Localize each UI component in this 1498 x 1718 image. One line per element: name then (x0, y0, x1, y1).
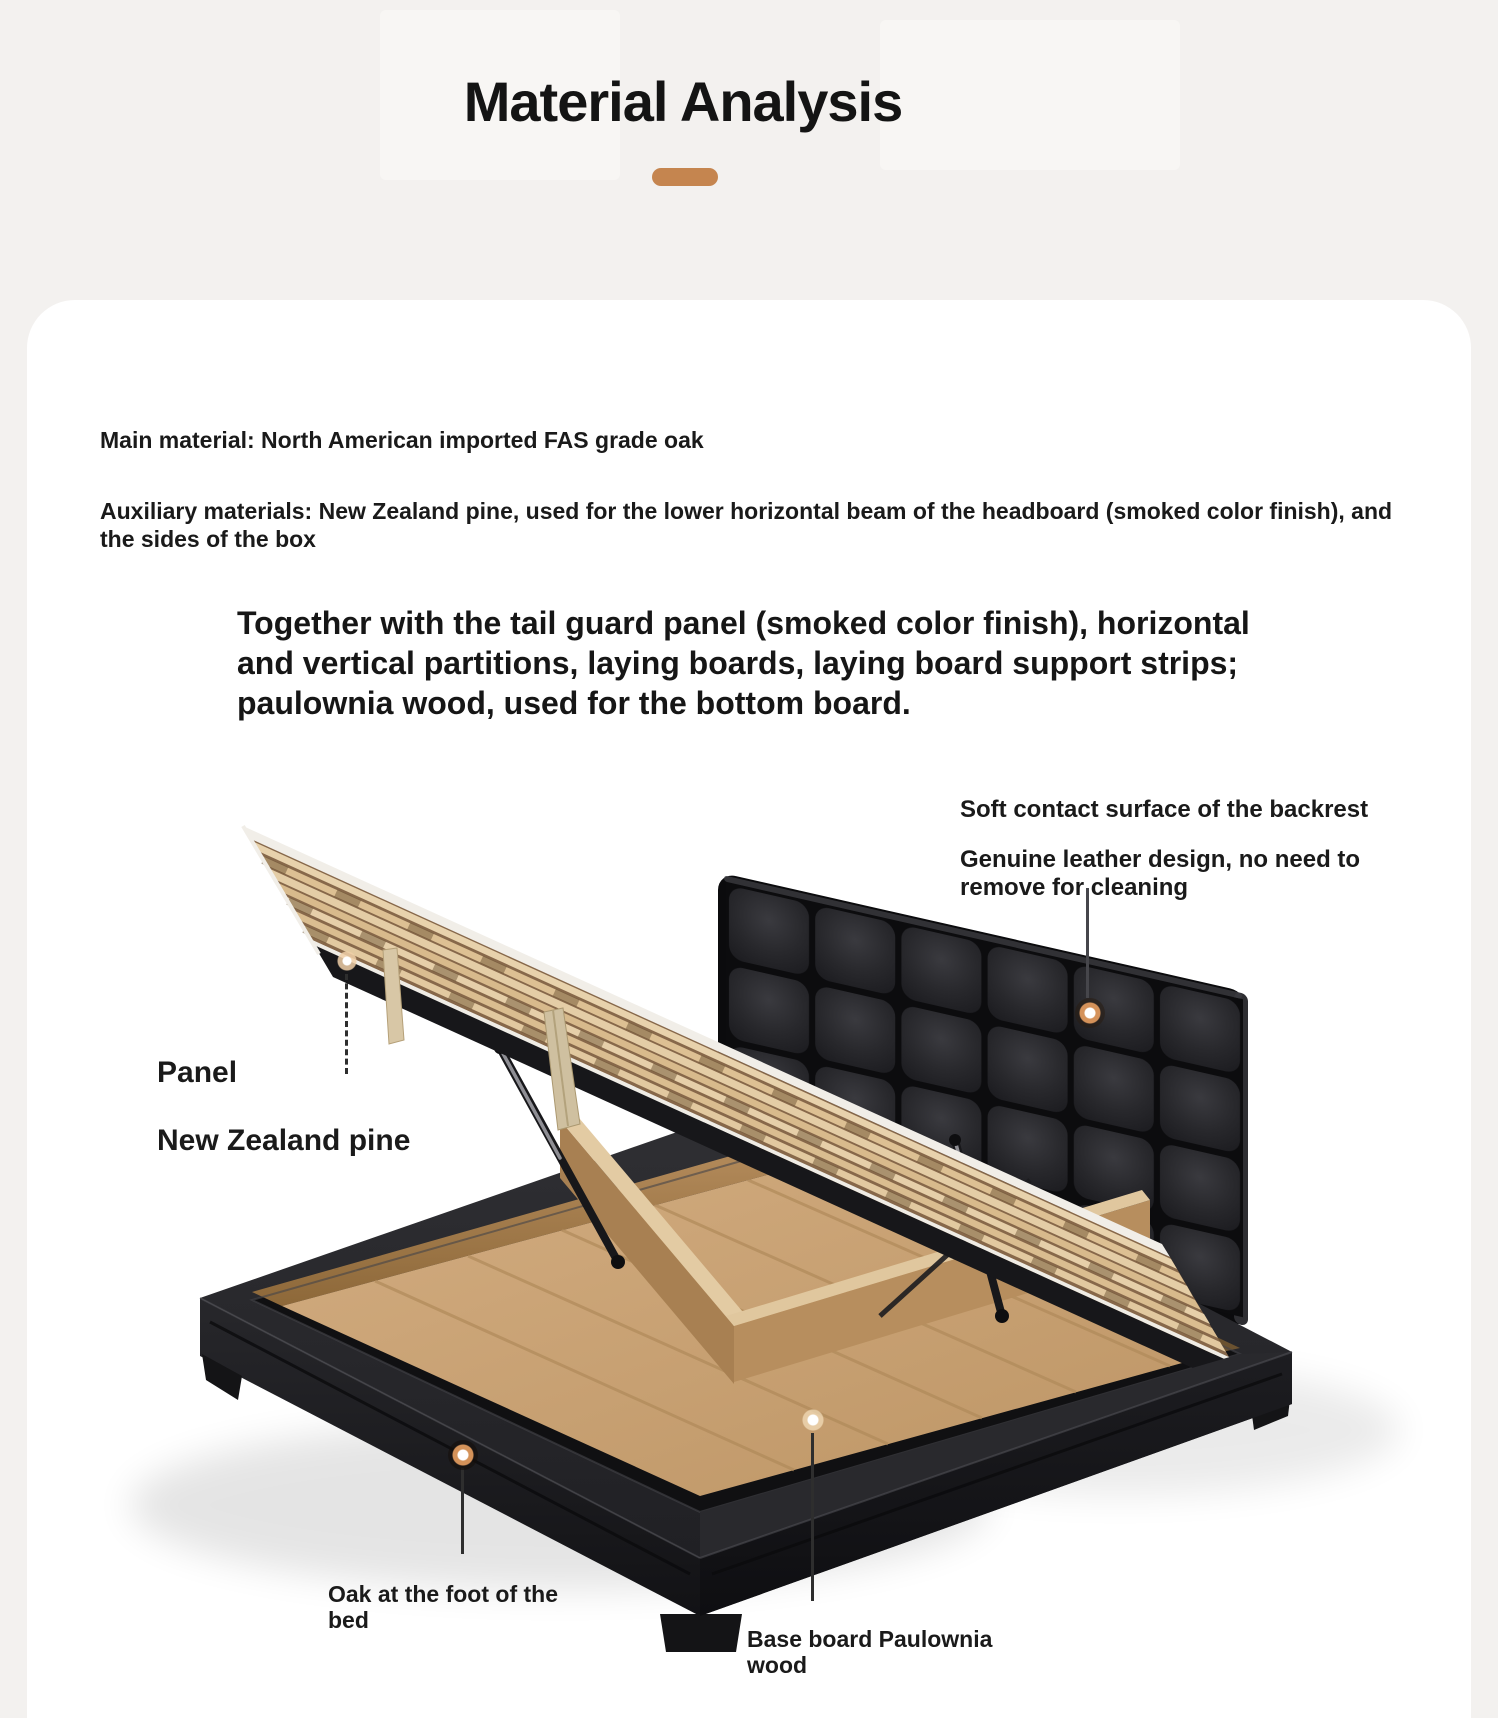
callout-backrest-title: Soft contact surface of the backrest (960, 796, 1369, 823)
leader-line-foot (461, 1468, 464, 1554)
leader-line-baseboard (811, 1433, 814, 1601)
marker-dot-backrest (1075, 998, 1105, 1028)
callout-foot: Oak at the foot of the bed (328, 1581, 558, 1633)
callout-baseboard: Base board Paulownia wood (747, 1626, 993, 1678)
callout-panel: Panel (157, 1056, 238, 1089)
page-title: Material Analysis (463, 69, 903, 133)
material-detail-text: Together with the tail guard panel (smoked color finish), horizontal and vertical partitions, laying boards, laying board support strips; paulownia wood, used for the bottom board. (237, 605, 1250, 721)
auxiliary-material-text: Auxiliary materials: New Zealand pine, used for the lower horizontal beam of the headboard (smoked color finish), and the sides of the box (100, 498, 1393, 552)
leader-line-backrest (1086, 888, 1089, 998)
callout-backrest-desc: Genuine leather design, no need to remove for cleaning (960, 846, 1361, 901)
accent-divider (652, 168, 718, 186)
marker-dot-baseboard (800, 1407, 826, 1433)
marker-dot-panel (335, 949, 359, 973)
callout-panel-material: New Zealand pine (157, 1124, 411, 1157)
leader-line-panel-dashed (345, 974, 348, 1074)
main-material-text: Main material: North American imported FAS grade oak (100, 427, 704, 453)
marker-dot-foot (448, 1440, 478, 1470)
